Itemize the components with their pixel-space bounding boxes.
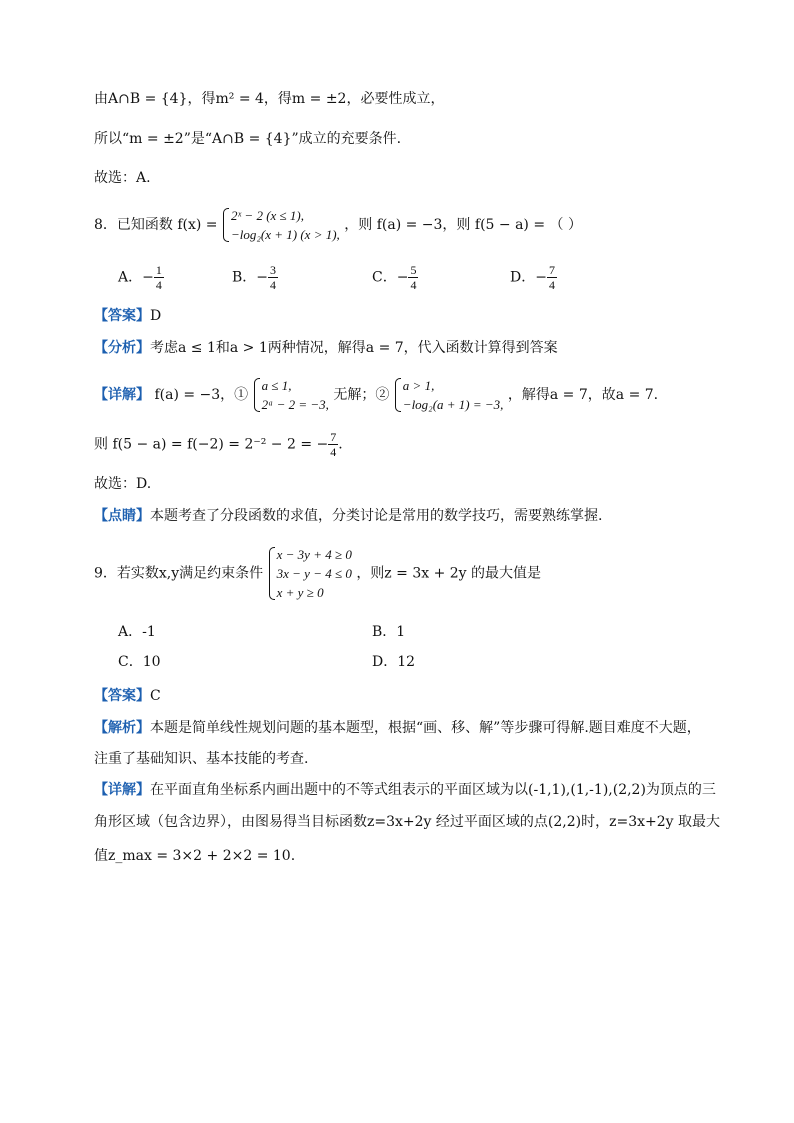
q8-evaluation: 则 f(5 − a) = f(−2) = 2⁻² − 2 = − $\frac{7}{4}$ . xyxy=(94,430,343,459)
q8-detail: 【详解】 f(a) = −3，① a ≤ 1, 2ᵃ − 2 = −3, 无解；② a > 1, −log₂(a + 1) = −3, ，解得a = 7，故a = 7. xyxy=(94,378,659,412)
q8-case-1: 2ˣ − 2 (x ≤ 1), xyxy=(231,208,305,223)
q9-constraints: x − 3y + 4 ≥ 0 3x − y − 4 ≤ 0 x + y ≥ 0 xyxy=(268,545,352,602)
q9-answer: 【答案】C xyxy=(94,688,161,704)
q8-result-fraction: $\frac{7}{4}$ xyxy=(330,430,337,459)
q8-stem xyxy=(94,206,582,244)
q8-option-d: D．− $\frac{7}{4}$ xyxy=(510,263,555,292)
q8-piecewise xyxy=(222,206,340,244)
analysis-tag: 【分析】 xyxy=(94,340,150,356)
q9-detail-line-1: 【详解】在平面直角坐标系内画出题中的不等式组表示的平面区域为以(-1,1),(1,-1),(2,2)为顶点的三 xyxy=(94,782,716,798)
q8-answer: 【答案】D xyxy=(94,308,162,324)
q8-stem-suffix: ，则 f(a) = −3，则 f(5 − a) = （ ） xyxy=(344,217,582,233)
text-line-conclusion: 所以“m = ±2”是“A∩B = {4}”成立的充要条件. xyxy=(94,131,402,147)
answer-tag: 【答案】 xyxy=(94,308,150,324)
q8-option-b-fraction: $\frac{3}{4}$ xyxy=(270,263,277,292)
q8-case-two-system: a > 1, −log₂(a + 1) = −3, xyxy=(394,376,504,414)
q8-option-a: A．− $\frac{1}{4}$ xyxy=(118,263,162,292)
q8-option-a-fraction: $\frac{1}{4}$ xyxy=(155,263,162,292)
q9-stem: 9．若实数x,y满足约束条件 x − 3y + 4 ≥ 0 3x − y − 4 ≤ 0 x + y ≥ 0 ，则z = 3x + 2y 的最大值是 xyxy=(94,547,542,600)
q9-detail-line-3: 值z_max = 3×2 + 2×2 = 10. xyxy=(94,848,296,864)
q9-option-c: C．10 xyxy=(118,654,161,670)
q8-comment: 【点睛】本题考查了分段函数的求值，分类讨论是常用的数学技巧，需要熟练掌握. xyxy=(94,508,603,524)
q9-option-d: D．12 xyxy=(372,654,416,670)
q8-analysis: 【分析】考虑a ≤ 1和a > 1两种情况，解得a = 7，代入函数计算得到答案 xyxy=(94,340,558,356)
q9-analysis-line-2: 注重了基础知识、基本技能的考查. xyxy=(94,751,309,767)
q8-option-c: C．− $\frac{5}{4}$ xyxy=(372,263,417,292)
q8-option-c-fraction: $\frac{5}{4}$ xyxy=(410,263,417,292)
text-line-necessity: 由A∩B = {4}，得m² = 4，得m = ±2，必要性成立， xyxy=(94,91,445,107)
q9-analysis-line-1: 【解析】本题是简单线性规划问题的基本题型，根据“画、移、解”等步骤可得解.题目难度不大题， xyxy=(94,720,701,736)
comment-tag: 【点睛】 xyxy=(94,508,150,524)
q8-option-b: B．− $\frac{3}{4}$ xyxy=(232,263,277,292)
q8-option-d-fraction: $\frac{7}{4}$ xyxy=(548,263,555,292)
q8-case-2: −log₂(x + 1) (x > 1), xyxy=(231,227,340,242)
text-line-choice: 故选：A. xyxy=(94,170,151,186)
q8-choice: 故选：D. xyxy=(94,476,152,492)
q8-case-one-system: a ≤ 1, 2ᵃ − 2 = −3, xyxy=(253,376,329,414)
q9-detail-line-2: 角形区域（包含边界），由图易得当目标函数z=3x+2y 经过平面区域的点(2,2)时，z=3x+2y 取最大 xyxy=(94,814,720,830)
q9-option-a: A．-1 xyxy=(118,624,156,640)
detail-tag: 【详解】 xyxy=(94,387,150,403)
q9-option-b: B．1 xyxy=(372,624,406,640)
q8-stem-prefix: 8．已知函数 f(x) = xyxy=(94,217,218,233)
